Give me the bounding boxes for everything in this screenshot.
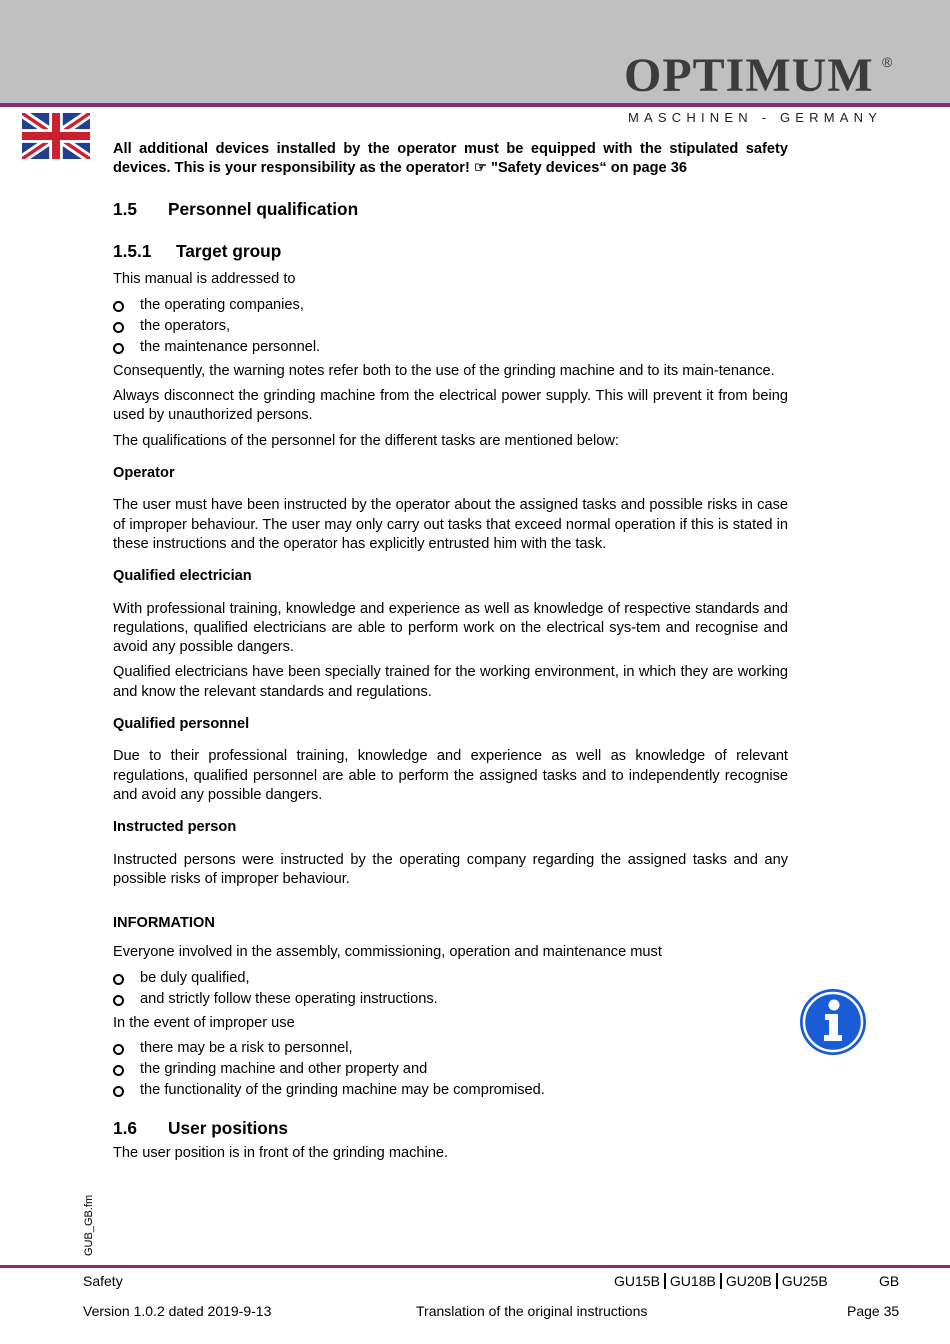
disconnect-paragraph: Always disconnect the grinding machine from the electrical power supply. This will prevent it from being used by unauthorized persons. (113, 388, 788, 424)
list-item (113, 1080, 788, 1101)
list-item-text: the grinding machine and other property and (140, 1061, 428, 1078)
footer-models (614, 1273, 828, 1289)
bullet-icon (113, 1044, 124, 1055)
instructed-label: Instructed person (113, 819, 237, 836)
information-label: INFORMATION (113, 915, 215, 932)
brand-logo: OPTIMUM (624, 49, 874, 102)
bullet-icon (113, 995, 124, 1006)
heading-personnel-qualification (113, 198, 788, 220)
model-separator (720, 1273, 722, 1289)
bullet-icon (113, 974, 124, 985)
addressed-list (113, 295, 788, 358)
model-separator (776, 1273, 778, 1289)
brand-tagline: MASCHINEN - GERMANY (628, 110, 883, 125)
footer-section: Safety (83, 1273, 123, 1289)
list-item-text: be duly qualified, (140, 969, 250, 986)
user-position-paragraph: The user position is in front of the grinding machine. (113, 1145, 449, 1162)
model-label: GU15B (614, 1273, 660, 1289)
personnel-label: Qualified personnel (113, 716, 250, 733)
model-label: GU18B (669, 1273, 716, 1289)
everyone-list (113, 968, 788, 1010)
heading-title: Personnel qualification (168, 198, 359, 219)
heading-title: User positions (168, 1118, 289, 1139)
improper-list (113, 1038, 788, 1101)
list-item (113, 989, 788, 1010)
footer-version: Version 1.0.2 dated 2019-9-13 (83, 1303, 272, 1319)
list-item (113, 337, 788, 358)
electrician-paragraph-2: Qualified electricians have been specially trained for the working environment, in which they are working and know the relevant standards and regulations. (113, 664, 788, 700)
list-item-text: the operators, (140, 317, 231, 334)
instructed-paragraph: Instructed persons were instructed by the operating company regarding the assigned tasks and any possible risks of improper behaviour. (113, 851, 788, 887)
list-item (113, 968, 788, 989)
list-item-text: there may be a risk to personnel, (140, 1040, 353, 1057)
list-item-text: the maintenance personnel. (140, 338, 321, 355)
everyone-paragraph: Everyone involved in the assembly, commissioning, operation and maintenance must (113, 944, 662, 961)
list-item (113, 295, 788, 316)
footer-language: GB (879, 1273, 900, 1289)
heading-title: Target group (176, 240, 282, 261)
footer-rule (0, 1265, 950, 1268)
heading-number: 1.5.1 (113, 240, 152, 261)
list-item (113, 1038, 788, 1059)
page-content (113, 140, 788, 1163)
bullet-icon (113, 1065, 124, 1076)
addressed-paragraph: This manual is addressed to (113, 270, 296, 287)
heading-user-positions (113, 1117, 788, 1139)
consequently-paragraph: Consequently, the warning notes refer both to the use of the grinding machine and to its main-tenance. (113, 362, 775, 379)
bullet-icon (113, 343, 124, 354)
qualifications-paragraph: The qualifications of the personnel for the different tasks are mentioned below: (113, 432, 619, 449)
model-separator (664, 1273, 666, 1289)
model-label: GU20B (725, 1273, 772, 1289)
heading-number: 1.6 (113, 1118, 138, 1139)
header-rule (0, 103, 950, 107)
bullet-icon (113, 1086, 124, 1097)
list-item-text: the operating companies, (140, 296, 304, 313)
bullet-icon (113, 322, 124, 333)
list-item (113, 316, 788, 337)
uk-flag-icon (22, 113, 90, 159)
heading-target-group (113, 240, 788, 262)
source-file-label: GUB_GB.fm (83, 1194, 95, 1256)
electrician-label: Qualified electrician (113, 568, 252, 585)
improper-paragraph: In the event of improper use (113, 1014, 295, 1031)
personnel-paragraph: Due to their professional training, knowledge and experience as well as knowledge of relevant regulations, qualified personnel are able to perform the assigned tasks and to independently recognise and avoid any possible dangers. (113, 748, 788, 803)
info-icon (798, 987, 868, 1057)
list-item-text: the functionality of the grinding machine may be compromised. (140, 1082, 545, 1099)
electrician-paragraph-1: With professional training, knowledge and experience as well as knowledge of respective standards and regulations, qualified electricians are able to perform work on the electrical sys-tem and recognise and avoid any possible dangers. (113, 600, 788, 656)
bullet-icon (113, 301, 124, 312)
list-item (113, 1059, 788, 1080)
footer-page-number: Page 35 (847, 1303, 900, 1319)
list-item-text: and strictly follow these operating instructions. (140, 990, 438, 1007)
operator-paragraph: The user must have been instructed by the operator about the assigned tasks and possible risks in case of improper behaviour. The user may only carry out tasks that exceed normal operation if this is stated in these instructions and the operator has explicitly entrusted him with the task. (113, 497, 788, 552)
registered-mark: ® (882, 54, 893, 70)
intro-paragraph: All additional devices installed by the operator must be equipped with the stipulated safety devices. This is your responsibility as the operator! ☞ "Safety devices“ on page 36 (113, 141, 788, 177)
footer-translation: Translation of the original instructions (416, 1303, 648, 1319)
operator-label: Operator (113, 465, 175, 482)
model-label: GU25B (781, 1273, 828, 1289)
heading-number: 1.5 (113, 198, 138, 219)
